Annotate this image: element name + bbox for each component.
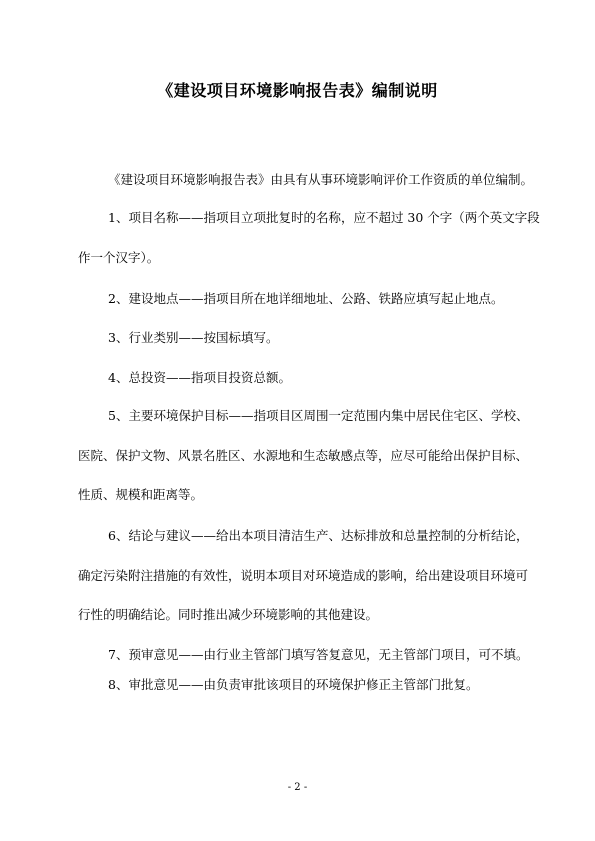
item-4: 4、总投资——指项目投资总额。: [108, 370, 291, 385]
intro-paragraph: 《建设项目环境影响报告表》由具有从事环境影响评价工作资质的单位编制。: [108, 172, 534, 187]
item-6-line-1: 6、结论与建议——给出本项目清洁生产、达标排放和总量控制的分析结论，: [108, 528, 529, 543]
item-6-line-2: 确定污染附注措施的有效性，说明本项目对环境造成的影响，给出建设项目环境可: [78, 568, 529, 583]
item-2: 2、建设地点——指项目所在地详细地址、公路、铁路应填写起止地点。: [108, 291, 504, 306]
page-number: - 2 -: [287, 782, 308, 793]
item-7: 7、预审意见——由行业主管部门填写答复意见，无主管部门项目，可不填。: [108, 647, 529, 662]
document-title: 《建设项目环境影响报告表》编制说明: [157, 81, 438, 100]
item-1-line-1: 1、项目名称——指项目立项批复时的名称，应不超过 30 个字（两个英文字段: [108, 210, 540, 225]
item-5-line-1: 5、主要环境保护目标——指项目区周围一定范围内集中居民住宅区、学校、: [108, 408, 529, 423]
item-8: 8、审批意见——由负责审批该项目的环境保护修正主管部门批复。: [108, 677, 479, 692]
item-6-line-3: 行性的明确结论。同时推出减少环境影响的其他建设。: [78, 607, 379, 622]
item-1-line-2: 作一个汉字）。: [78, 250, 160, 265]
item-5-line-3: 性质、规模和距离等。: [78, 487, 204, 502]
item-3: 3、行业类别——按国标填写。: [108, 330, 279, 345]
item-5-line-2: 医院、保护文物、风景名胜区、水源地和生态敏感点等，应尽可能给出保护目标、: [78, 448, 529, 463]
